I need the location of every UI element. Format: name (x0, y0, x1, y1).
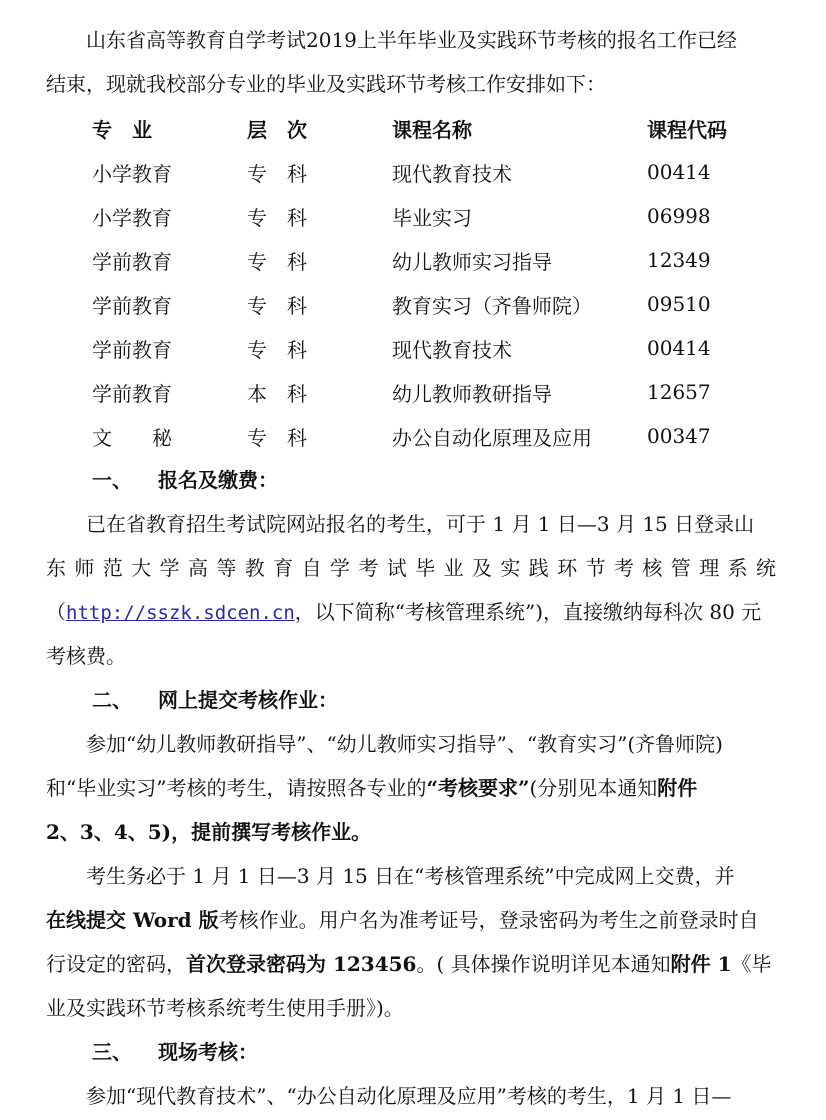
header-course-name: 课程名称 (392, 117, 472, 142)
section-1-title: 报名及缴费： (158, 468, 278, 492)
section-2-para-1-line-3: 2、3、4、5)，提前撰写考核作业。 (46, 820, 372, 844)
section-2-para-2-line-2 (46, 898, 776, 942)
header-course-code: 课程代码 (647, 117, 727, 142)
section-1-line-2: 东师范大学高等教育自学考试毕业及实践环节考核管理系统 (46, 556, 776, 580)
cell-level: 专 科 (247, 293, 307, 318)
bold-text-run: 在线提交 Word 版 (46, 908, 219, 932)
table-row (92, 282, 767, 326)
section-1-number: 一、 (92, 468, 132, 492)
intro-line-2: 结束，现就我校部分专业的毕业及实践环节考核工作安排如下： (46, 72, 606, 96)
section-1-line-3 (46, 590, 776, 635)
section-2-para-1-line-2 (46, 766, 776, 810)
text-run: 行设定的密码， (46, 952, 186, 976)
cell-course-name: 幼儿教师教研指导 (392, 381, 552, 406)
section-3-heading (92, 1030, 258, 1074)
table-row (92, 238, 767, 282)
section-1-line-3-rest: ，以下简称“考核管理系统”)，直接缴纳每科次 80 元 (294, 600, 762, 624)
cell-course-code: 06998 (647, 204, 711, 228)
text-run: 《毕 (731, 952, 772, 976)
cell-major: 小学教育 (92, 161, 172, 186)
cell-course-name: 幼儿教师实习指导 (392, 249, 552, 274)
cell-major: 学前教育 (92, 337, 172, 362)
section-2-para-2-line-4: 业及实践环节考核系统考生使用手册》)。 (46, 996, 404, 1020)
bold-text-run: “考核要求” (426, 776, 530, 800)
cell-major: 小学教育 (92, 205, 172, 230)
cell-course-code: 09510 (647, 292, 711, 316)
section-2-para-2-line-3 (46, 942, 776, 986)
cell-course-name: 现代教育技术 (392, 161, 512, 186)
section-1-line-4: 考核费。 (46, 644, 126, 668)
table-row (92, 414, 767, 458)
exam-system-link[interactable]: http://sszk.sdcen.cn (66, 602, 295, 624)
section-2-heading (92, 678, 338, 722)
header-level: 层 次 (247, 117, 307, 142)
section-2-para-2-line-1: 考生务必于 1 月 1 日—3 月 15 日在“考核管理系统”中完成网上交费，并 (86, 864, 735, 888)
section-3-title: 现场考核： (158, 1040, 258, 1064)
section-2-para-1-line-1: 参加“幼儿教师教研指导”、“幼儿教师实习指导”、“教育实习”(齐鲁师院) (86, 732, 723, 756)
bold-text-run: 附件 (657, 776, 698, 800)
table-row (92, 194, 767, 238)
cell-course-code: 00414 (647, 336, 711, 360)
text-run: 考核作业。用户名为准考证号，登录密码为考生之前登录时自 (218, 908, 759, 932)
header-major: 专 业 (92, 117, 152, 142)
section-3-number: 三、 (92, 1040, 132, 1064)
course-table (92, 106, 767, 458)
cell-level: 专 科 (247, 425, 307, 450)
cell-course-name: 办公自动化原理及应用 (392, 425, 592, 450)
cell-course-code: 12349 (647, 248, 711, 272)
cell-major: 学前教育 (92, 249, 172, 274)
cell-course-code: 00347 (647, 424, 711, 448)
cell-course-code: 00414 (647, 160, 711, 184)
bold-text-run: 附件 1 (670, 952, 732, 976)
cell-level: 专 科 (247, 249, 307, 274)
text-run: 。( 具体操作说明详见本通知 (416, 952, 671, 976)
section-1-heading (92, 458, 278, 502)
cell-level: 专 科 (247, 337, 307, 362)
text-run: 和“毕业实习”考核的考生，请按照各专业的 (46, 776, 427, 800)
bold-text-run: 首次登录密码为 123456 (186, 952, 417, 976)
section-2-title: 网上提交考核作业： (158, 688, 338, 712)
section-3-line-1: 参加“现代教育技术”、“办公自动化原理及应用”考核的考生，1 月 1 日— (86, 1084, 732, 1108)
intro-line-1: 山东省高等教育自学考试2019上半年毕业及实践环节考核的报名工作已经 (86, 28, 737, 52)
cell-major: 文 秘 (92, 425, 172, 450)
table-row (92, 150, 767, 194)
cell-course-name: 教育实习（齐鲁师院） (392, 293, 592, 318)
cell-course-name: 毕业实习 (392, 205, 472, 230)
cell-level: 专 科 (247, 205, 307, 230)
cell-major: 学前教育 (92, 293, 172, 318)
cell-course-code: 12657 (647, 380, 711, 404)
cell-major: 学前教育 (92, 381, 172, 406)
cell-level: 专 科 (247, 161, 307, 186)
section-2-number: 二、 (92, 688, 132, 712)
cell-level: 本 科 (247, 381, 307, 406)
open-paren: （ (46, 600, 66, 624)
section-1-line-1: 已在省教育招生考试院网站报名的考生，可于 1 月 1 日—3 月 15 日登录山 (86, 512, 755, 536)
text-run: (分别见本通知 (529, 776, 658, 800)
table-row (92, 370, 767, 414)
table-row (92, 326, 767, 370)
table-header-row (92, 106, 767, 150)
cell-course-name: 现代教育技术 (392, 337, 512, 362)
